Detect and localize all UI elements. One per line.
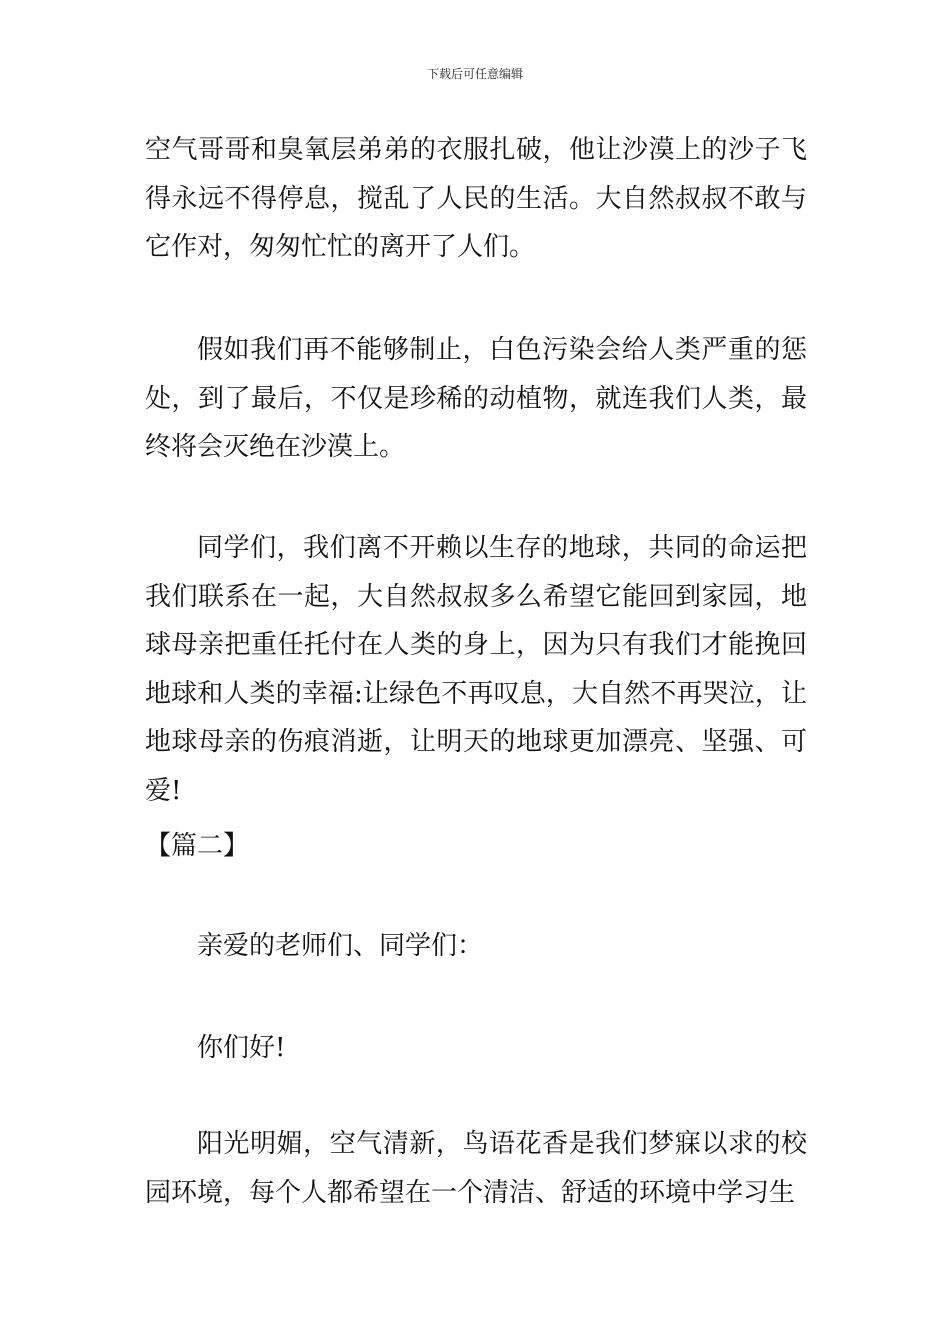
paragraph-1: 空气哥哥和臭氧层弟弟的衣服扎破，他让沙漠上的沙子飞得永远不得停息，搅乱了人民的生活。大自然叔叔不敢与它作对，匆匆忙忙的离开了人们。 (145, 135, 807, 262)
paragraph-greeting: 亲爱的老师们、同学们： (197, 931, 484, 961)
paragraph-3: 同学们，我们离不开赖以生存的地球，共同的命运把我们联系在一起，大自然叔叔多么希望它能回到家园，地球母亲把重任托付在人类的身上，因为只有我们才能挽回地球和人类的幸福:让绿色不再叹息，大自然不再哭泣，让地球母亲的伤痕消逝，让明天的地球更加漂亮、坚强、可爱! (145, 533, 807, 806)
paragraph-4: 阳光明媚，空气清新，鸟语花香是我们梦寐以求的校园环境，每个人都希望在一个清洁、舒适的环境中学习生 (145, 1129, 807, 1208)
page-header: 下载后可任意编辑 (426, 67, 523, 81)
section-title: 【篇二】 (145, 831, 250, 861)
paragraph-hello: 你们好! (197, 1033, 286, 1063)
paragraph-2: 假如我们再不能够制止，白色污染会给人类严重的惩处，到了最后，不仅是珍稀的动植物，就连我们人类，最终将会灭绝在沙漠上。 (145, 335, 807, 462)
